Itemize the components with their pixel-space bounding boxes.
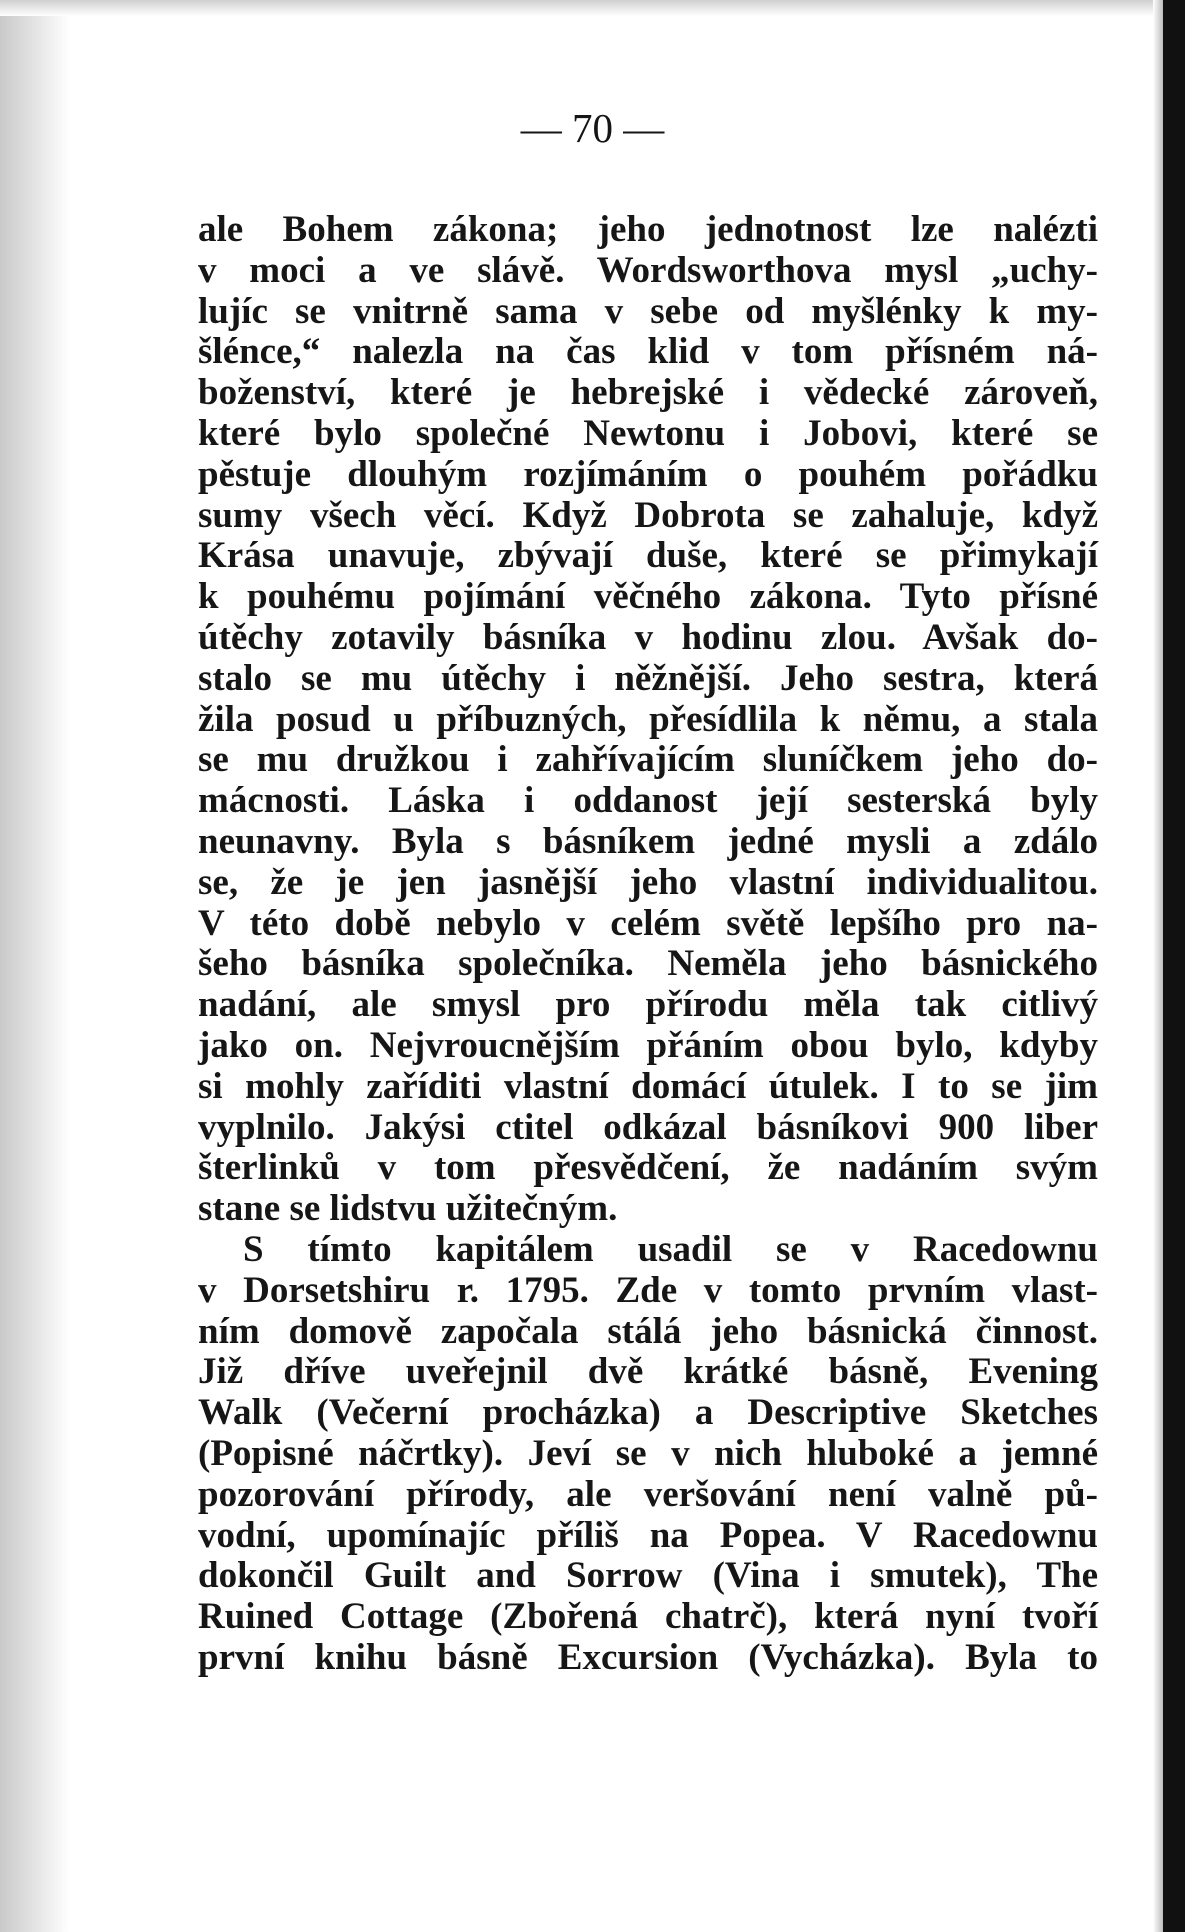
text-line: žila posud u příbuzných, přesídlila k němu, a stala	[198, 698, 1098, 740]
text-line: Ruined Cottage (Zbořená chatrč), která nyní tvoří	[198, 1596, 1098, 1638]
text-line: se mu družkou i zahřívajícím sluníčkem jeho do-	[198, 739, 1098, 781]
text-line: lujíc se vnitrně sama v sebe od myšlénky k my-	[198, 290, 1098, 332]
text-line: pěstuje dlouhým rozjímáním o pouhém pořádku	[198, 453, 1098, 495]
text-line: vyplnilo. Jakýsi ctitel odkázal básníkovi 900 liber	[198, 1106, 1098, 1148]
text-line: v moci a ve slávě. Wordsworthova mysl „uchy-	[198, 249, 1098, 291]
text-line: dokončil Guilt and Sorrow (Vina i smutek), The	[198, 1555, 1098, 1597]
text-line: šeho básníka společníka. Neměla jeho básnického	[198, 943, 1098, 985]
text-line: v Dorsetshiru r. 1795. Zde v tomto prvním vlast-	[198, 1269, 1098, 1311]
text-line: první knihu básně Excursion (Vycházka). Byla to	[198, 1636, 1098, 1678]
text-line: neunavny. Byla s básníkem jedné mysli a zdálo	[198, 820, 1098, 862]
text-line: mácnosti. Láska i oddanost její sesterská byly	[198, 780, 1098, 822]
text-line: vodní, upomínajíc příliš na Popea. V Racedownu	[198, 1514, 1098, 1556]
text-line: sumy všech věcí. Když Dobrota se zahaluje, když	[198, 494, 1098, 536]
text-line: ale Bohem zákona; jeho jednotnost lze nalézti	[198, 209, 1098, 250]
text-line: šlénce,“ nalezla na čas klid v tom přísném ná-	[198, 331, 1098, 373]
text-line: k pouhému pojímání věčného zákona. Tyto přísné	[198, 576, 1098, 618]
text-line: nadání, ale smysl pro přírodu měla tak citlivý	[198, 984, 1098, 1026]
text-line: Krása unavuje, zbývají duše, které se přimykají	[198, 535, 1098, 577]
text-line: které bylo společné Newtonu i Jobovi, které se	[198, 412, 1098, 454]
text-line: ním domově započala stálá jeho básnická činnost.	[198, 1310, 1098, 1352]
text-line: útěchy zotavily básníka v hodinu zlou. Avšak do-	[198, 616, 1098, 658]
text-line: jako on. Nejvroucnějším přáním obou bylo, kdyby	[198, 1024, 1098, 1066]
text-line: pozorování přírody, ale veršování není valně pů-	[198, 1473, 1098, 1515]
text-line: stalo se mu útěchy i něžnější. Jeho sestra, která	[198, 657, 1098, 699]
text-line: boženství, které je hebrejské i vědecké zároveň,	[198, 372, 1098, 414]
text-line: šterlinků v tom přesvědčení, že nadáním svým	[198, 1147, 1098, 1189]
text-line: se, že je jen jasnější jeho vlastní individualitou.	[198, 861, 1098, 903]
text-line: (Popisné náčrtky). Jeví se v nich hluboké a jemné	[198, 1432, 1098, 1474]
page-edge-right	[1163, 0, 1185, 1932]
page-shadow-left	[0, 0, 70, 1932]
page-gutter-shade	[1153, 0, 1163, 1932]
text-line: si mohly zaříditi vlastní domácí útulek. I to se jim	[198, 1065, 1098, 1107]
text-line: V této době nebylo v celém světě lepšího pro na-	[198, 902, 1098, 944]
text-line: Již dříve uveřejnil dvě krátké básně, Evening	[198, 1351, 1098, 1393]
text-line-paragraph-start: S tímto kapitálem usadil se v Racedownu	[243, 1228, 1098, 1270]
page-shadow-top	[0, 0, 1185, 16]
text-line-paragraph-end: stane se lidstvu užitečným.	[198, 1188, 618, 1230]
body-text	[198, 210, 1098, 1679]
page-number: — 70 —	[520, 105, 665, 151]
text-line: Walk (Večerní procházka) a Descriptive Sketches	[198, 1392, 1098, 1434]
